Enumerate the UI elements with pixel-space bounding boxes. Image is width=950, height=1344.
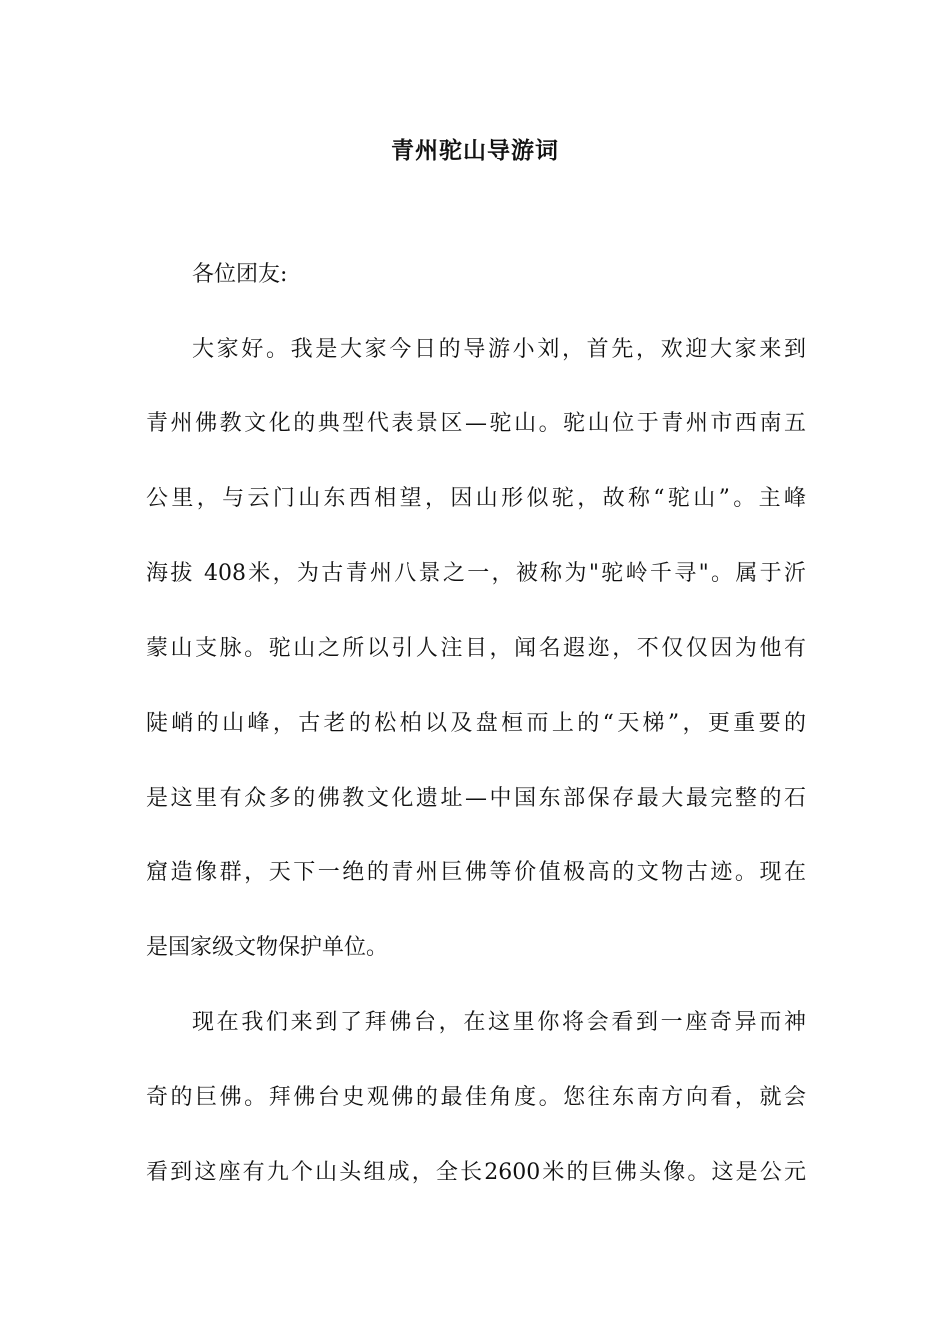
paragraph-1-line-4: 海拔 408米，为古青州八景之一，被称为"驼岭千寻"。属于沂	[146, 561, 806, 586]
paragraph-2-line-2: 奇的巨佛。拜佛台史观佛的最佳角度。您往东南方向看，就会	[146, 1085, 806, 1110]
paragraph-1-line-3: 公里，与云门山东西相望，因山形似驼，故称“驼山”。主峰	[146, 486, 806, 511]
document-title: 青州驼山导游词	[391, 138, 559, 164]
paragraph-1-line-8: 窟造像群，天下一绝的青州巨佛等价值极高的文物古迹。现在	[146, 860, 806, 885]
paragraph-1-line-6: 陡峭的山峰，古老的松柏以及盘桓而上的“天梯”，更重要的	[146, 711, 806, 736]
paragraph-1-line-7: 是这里有众多的佛教文化遗址—中国东部保存最大最完整的石	[146, 786, 806, 811]
paragraph-1-line-5: 蒙山支脉。驼山之所以引人注目，闻名遐迩，不仅仅因为他有	[146, 636, 806, 661]
salutation-line: 各位团友:	[192, 262, 288, 287]
paragraph-1-line-1: 大家好。我是大家今日的导游小刘，首先，欢迎大家来到	[192, 337, 806, 362]
paragraph-2-line-3: 看到这座有九个山头组成，全长2600米的巨佛头像。这是公元	[146, 1160, 806, 1185]
paragraph-2-line-1: 现在我们来到了拜佛台，在这里你将会看到一座奇异而神	[192, 1010, 806, 1035]
paragraph-1-line-2: 青州佛教文化的典型代表景区—驼山。驼山位于青州市西南五	[146, 411, 806, 436]
paragraph-1-line-9: 是国家级文物保护单位。	[146, 935, 389, 960]
